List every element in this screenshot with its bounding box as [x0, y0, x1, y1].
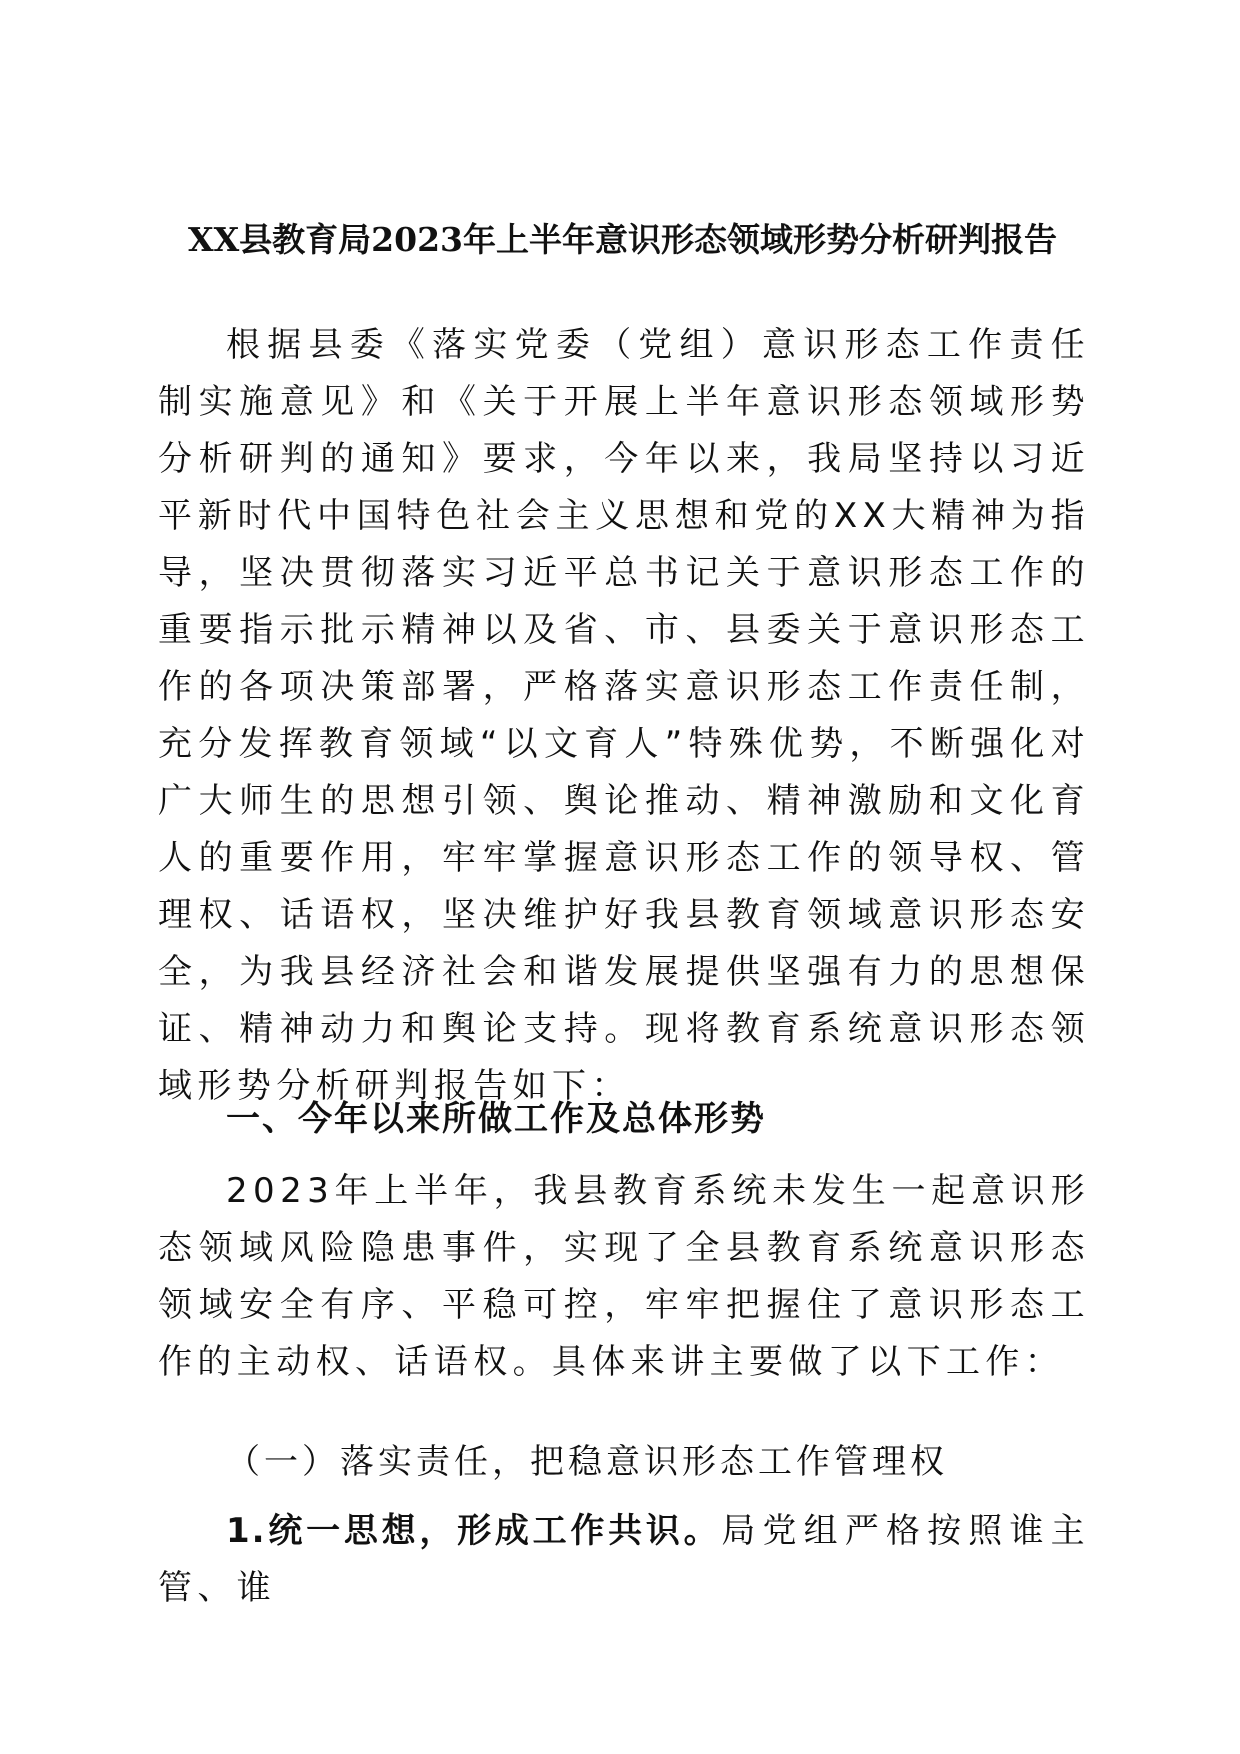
section-1-paragraph-block	[158, 1163, 1090, 1391]
item-1-lead: 1.统一思想，形成工作共识。	[226, 1511, 722, 1551]
item-1-paragraph-block	[158, 1503, 1090, 1617]
item-1-paragraph	[158, 1503, 1090, 1617]
item-1-text: 局党组严格按照谁主管、谁	[158, 1511, 1090, 1608]
document-title: XX县教育局2023年上半年意识形态领域形势分析研判报告	[187, 220, 1058, 259]
subsection-1-heading: （一）落实责任，把稳意识形态工作管理权	[226, 1442, 948, 1482]
intro-paragraph: 根据县委《落实党委（党组）意识形态工作责任制实施意见》和《关于开展上半年意识形态领域形势分析研判的通知》要求，今年以来，我局坚持以习近平新时代中国特色社会主义思想和党的XX大精神为指导，坚决贯彻落实习近平总书记关于意识形态工作的重要指示批示精神以及省、市、县委关于意识形态工作的各项决策部署，严格落实意识形态工作责任制，充分发挥教育领域“以文育人”特殊优势，不断强化对广大师生的思想引领、舆论推动、精神激励和文化育人的重要作用，牢牢掌握意识形态工作的领导权、管理权、话语权，坚决维护好我县教育领域意识形态安全，为我县经济社会和谐发展提供坚强有力的思想保证、精神动力和舆论支持。现将教育系统意识形态领域形势分析研判报告如下：	[158, 325, 1090, 1106]
intro-paragraph-block	[158, 317, 1090, 1115]
subsection-1-heading-block	[158, 1434, 1090, 1491]
section-1-heading-block	[158, 1091, 1090, 1148]
section-1-heading: 一、今年以来所做工作及总体形势	[226, 1099, 766, 1139]
section-1-paragraph: 2023年上半年，我县教育系统未发生一起意识形态领域风险隐患事件，实现了全县教育系统意识形态领域安全有序、平稳可控，牢牢把握住了意识形态工作的主动权、话语权。具体来讲主要做了以下工作：	[158, 1171, 1090, 1382]
